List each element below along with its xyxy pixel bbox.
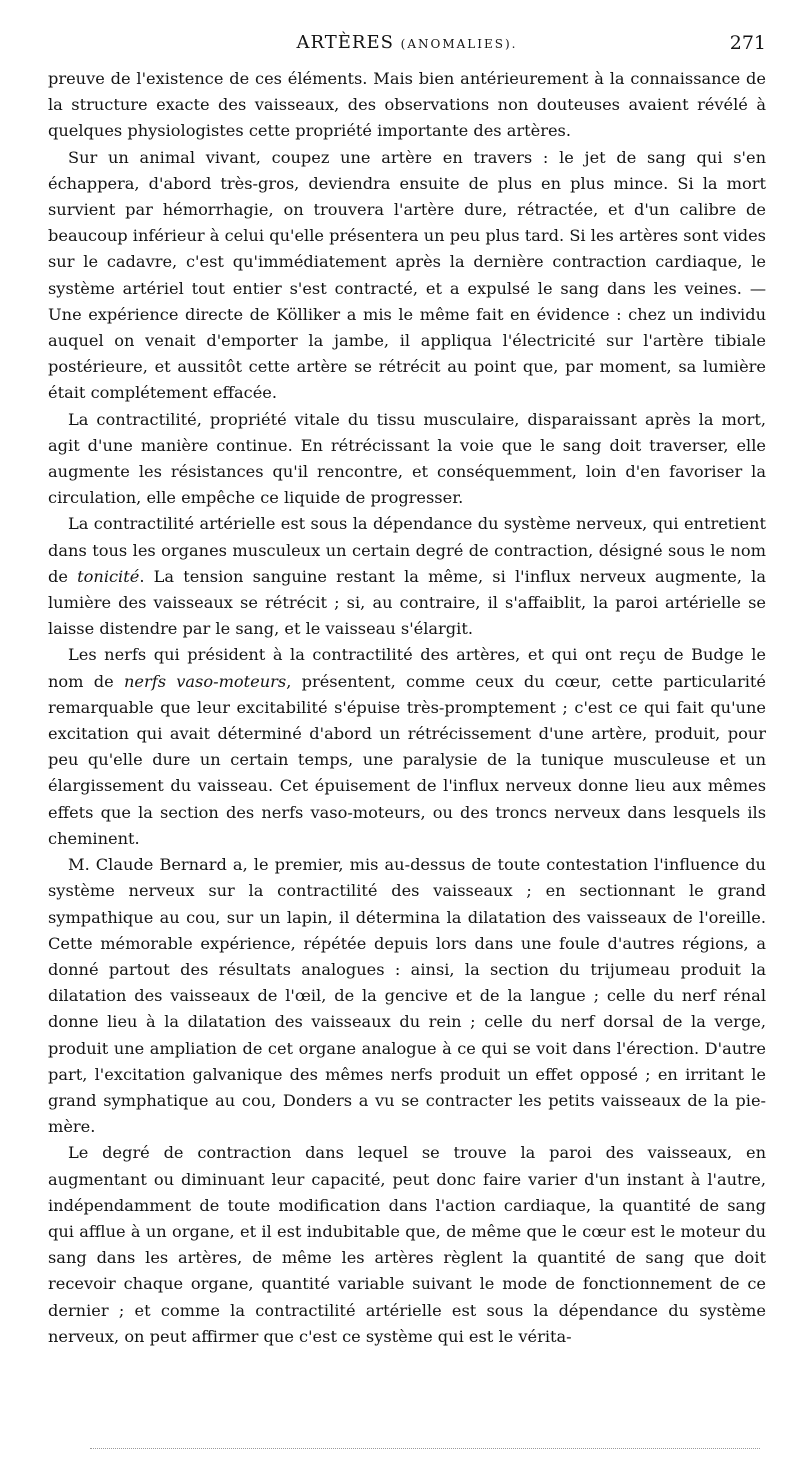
paragraph-7	[48, 1140, 766, 1350]
paragraph-1-text: preuve de l'existence de ces éléments. Mais bien antérieurement à la connaissance de la structure exacte des vaisseaux, des observations non douteuses avaient révélé à quelques physiologistes cette propriété importante des artères.	[48, 69, 766, 141]
running-head-subtitle: (ANOMALIES).	[400, 37, 518, 51]
paragraph-1	[48, 66, 766, 145]
paragraph-3-text: La contractilité, propriété vitale du tissu musculaire, disparaissant après la mort, agit d'une manière continue. En rétrécissant la voie que le sang doit traverser, elle augmente les résistances qu'il rencontre, et conséquemment, loin d'en favoriser la circulation, elle empêche ce liquide de progresser.	[48, 409, 766, 508]
paragraph-6-text: M. Claude Bernard a, le premier, mis au-dessus de toute contestation l'influence du système nerveux sur la contractilité des vaisseaux ; en sectionnant le grand sympathique au cou, sur un lapin, il détermina la dilatation des vaisseaux de l'oreille. Cette mémorable expérience, répétée depuis lors dans une foule d'autres régions, a donné partout des résultats analogues : ainsi, la section du trijumeau produit la dilatation des vaisseaux de l'œil, de la gencive et de la langue ; celle du nerf rénal donne lieu à la dilatation des vaisseaux du rein ; celle du nerf dorsal de la verge, produit une ampliation de cet organe analogue à ce qui se voit dans l'érection. D'autre part, l'excitation galvanique des mêmes nerfs produit un effet opposé ; en irritant le grand symphatique au cou, Donders a vu se contracter les petits vaisseaux de la pie-mère.	[48, 855, 766, 1137]
paragraph-3	[48, 407, 766, 512]
running-head	[48, 28, 766, 59]
body-text	[48, 66, 766, 1350]
term-tonicite: tonicité	[77, 566, 140, 586]
term-nerfs-vaso-moteurs: nerfs vaso-moteurs	[123, 671, 287, 691]
paragraph-2	[48, 145, 766, 407]
paragraph-2-text: Sur un animal vivant, coupez une artère en travers : le jet de sang qui s'en échappera, d'abord très-gros, deviendra ensuite de plus en plus mince. Si la mort survient par hémorrhagie, on trouvera l'artère dure, rétractée, et d'un calibre de beaucoup inférieur à celui qu'elle présentera un peu plus tard. Si les artères sont vides sur le cadavre, c'est qu'immédiatement après la dernière contraction cardiaque, le système artériel tout entier s'est contracté, et a expulsé le sang dans les veines. — Une expérience directe de Kölliker a mis le même fait en évidence : chez un individu auquel on venait d'emporter la jambe, il appliqua l'électricité sur l'artère tibiale postérieure, et aussitôt cette artère se rétrécit au point que, par moment, sa lumière était complétement effacée.	[48, 147, 766, 403]
paragraph-5-before: Les nerfs qui président à la contractilité des artères, et qui ont reçu de Budge le nom de	[48, 645, 766, 691]
paragraph-5-after: , présentent, comme ceux du cœur, cette particularité remarquable que leur excitabilité s'épuise très-promptement ; c'est ce qui fait qu'une excitation qui avait déterminé d'abord un rétrécissement d'une artère, produit, pour peu qu'elle dure un certain temps, une paralysie de la tunique musculeuse et un élargissement du vaisseau. Cet épuisement de l'influx nerveux donne lieu aux mêmes effets que la section des nerfs vaso-moteurs, ou des troncs nerveux dans lesquels ils cheminent.	[48, 671, 766, 848]
page-number: 271	[729, 32, 766, 54]
footer-rule	[90, 1448, 760, 1449]
paragraph-6	[48, 852, 766, 1140]
page-header	[48, 28, 766, 58]
running-head-title: ARTÈRES	[296, 32, 394, 53]
paragraph-4-after: . La tension sanguine restant la même, si l'influx nerveux augmente, la lumière des vaisseaux se rétrécit ; si, au contraire, il s'affaiblit, la paroi artérielle se laisse distendre par le sang, et le vaisseau s'élargit.	[48, 566, 766, 639]
paragraph-4	[48, 511, 766, 642]
paragraph-4-before: La contractilité artérielle est sous la dépendance du système nerveux, qui entretient dans tous les organes musculeux un certain degré de contraction, désigné sous le nom de	[48, 514, 766, 586]
paragraph-5	[48, 642, 766, 852]
paragraph-7-text: Le degré de contraction dans lequel se trouve la paroi des vaisseaux, en augmentant ou diminuant leur capacité, peut donc faire varier d'un instant à l'autre, indépendamment de toute modification dans l'action cardiaque, la quantité de sang qui afflue à un organe, et il est indubitable que, de même que le cœur est le moteur du sang dans les artères, de même les artères règlent la quantité de sang que doit recevoir chaque organe, quantité variable suivant le mode de fonctionnement de ce dernier ; et comme la contractilité artérielle est sous la dépendance du système nerveux, on peut affirmer que c'est ce système qui est le vérita-	[48, 1143, 766, 1346]
